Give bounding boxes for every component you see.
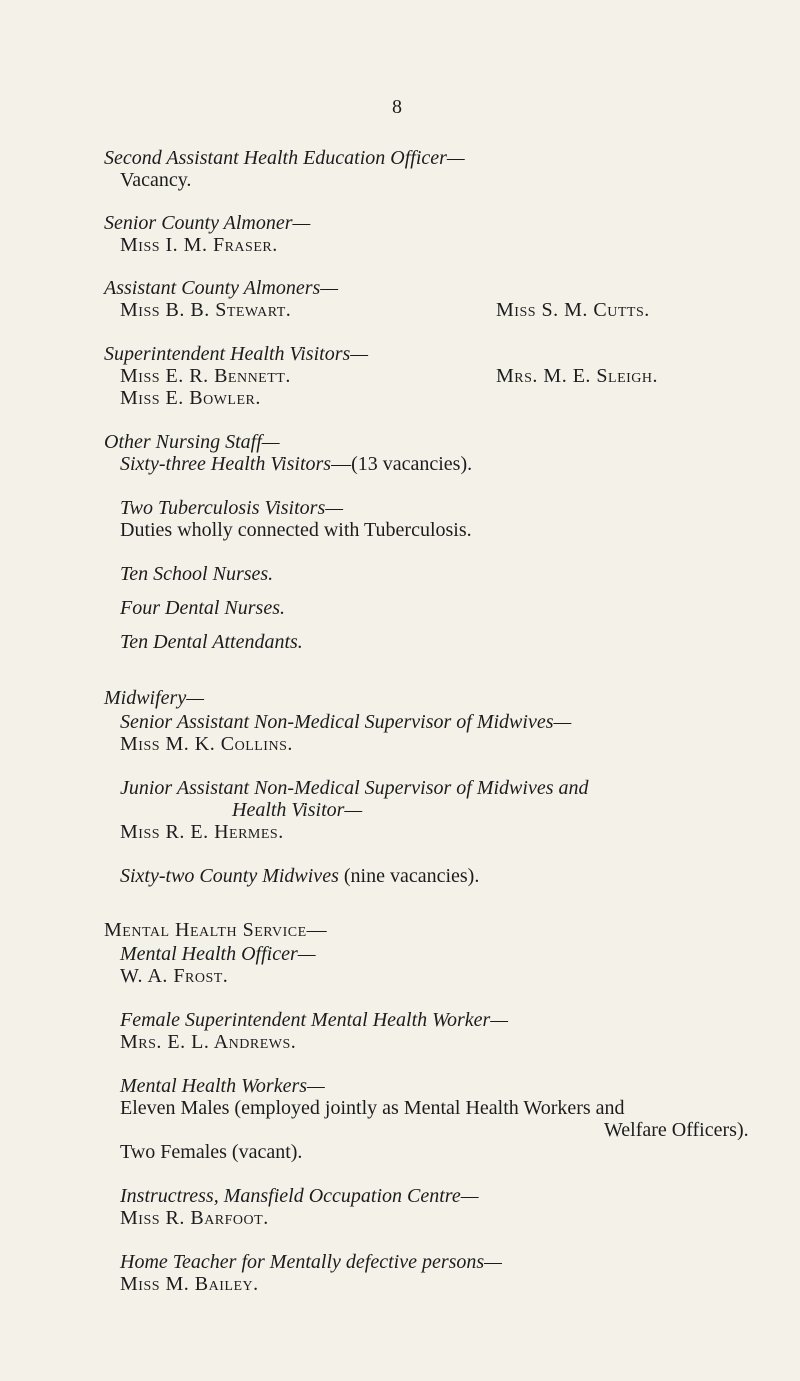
superintendent-hv-name-3: Miss E. Bowler. bbox=[120, 387, 261, 409]
tb-visitors-text: Duties wholly connected with Tuberculosis. bbox=[120, 519, 472, 541]
midwifery-senior-name: Miss M. K. Collins. bbox=[120, 733, 293, 755]
midwifery-junior-title-2: Health Visitor— bbox=[232, 799, 363, 821]
mental-health-title: Mental Health Service— bbox=[104, 919, 328, 941]
mh-workers-line-1: Eleven Males (employed jointly as Mental Health Workers and bbox=[120, 1097, 625, 1119]
county-midwives-italic: Sixty-two County Midwives bbox=[120, 865, 339, 887]
assistant-almoner-name-2: Miss S. M. Cutts. bbox=[496, 299, 650, 321]
mh-workers-title: Mental Health Workers— bbox=[120, 1075, 325, 1097]
female-super-title: Female Superintendent Mental Health Worker— bbox=[120, 1009, 509, 1031]
home-teacher-title: Home Teacher for Mentally defective persons— bbox=[120, 1251, 502, 1273]
dental-attendants: Ten Dental Attendants. bbox=[120, 631, 303, 653]
other-nursing-italic: Sixty-three Health Visitors bbox=[120, 453, 332, 475]
other-nursing-title: Other Nursing Staff— bbox=[104, 431, 280, 453]
tb-visitors-title: Two Tuberculosis Visitors— bbox=[120, 497, 344, 519]
midwifery-junior-title-1: Junior Assistant Non-Medical Supervisor of Midwives and bbox=[120, 777, 589, 799]
school-nurses: Ten School Nurses. bbox=[120, 563, 274, 585]
senior-almoner-name: Miss I. M. Fraser. bbox=[120, 234, 278, 256]
senior-almoner-title: Senior County Almoner— bbox=[104, 212, 311, 234]
assistant-almoner-name-1: Miss B. B. Stewart. bbox=[120, 299, 292, 321]
instructress-title: Instructress, Mansfield Occupation Centre— bbox=[120, 1185, 479, 1207]
other-nursing-plain: —(13 vacancies). bbox=[331, 453, 473, 475]
page-number: 8 bbox=[392, 96, 402, 118]
superintendent-hv-name-2: Mrs. M. E. Sleigh. bbox=[496, 365, 659, 387]
superintendent-hv-title: Superintendent Health Visitors— bbox=[104, 343, 369, 365]
second-assistant-value: Vacancy. bbox=[120, 169, 192, 191]
assistant-almoners-title: Assistant County Almoners— bbox=[104, 277, 339, 299]
mh-officer-title: Mental Health Officer— bbox=[120, 943, 316, 965]
midwifery-junior-name: Miss R. E. Hermes. bbox=[120, 821, 284, 843]
county-midwives-line bbox=[120, 864, 479, 888]
superintendent-hv-name-1: Miss E. R. Bennett. bbox=[120, 365, 291, 387]
mh-officer-name: W. A. Frost. bbox=[120, 965, 229, 987]
county-midwives-plain: (nine vacancies). bbox=[338, 865, 480, 887]
dental-nurses: Four Dental Nurses. bbox=[120, 597, 285, 619]
instructress-name: Miss R. Barfoot. bbox=[120, 1207, 269, 1229]
home-teacher-name: Miss M. Bailey. bbox=[120, 1273, 259, 1295]
midwifery-senior-title: Senior Assistant Non-Medical Supervisor of Midwives— bbox=[120, 711, 572, 733]
midwifery-title: Midwifery— bbox=[104, 687, 204, 709]
other-nursing-line bbox=[120, 452, 472, 476]
female-super-name: Mrs. E. L. Andrews. bbox=[120, 1031, 297, 1053]
mh-workers-line-3: Two Females (vacant). bbox=[120, 1141, 303, 1163]
second-assistant-title: Second Assistant Health Education Officer— bbox=[104, 147, 465, 169]
mh-workers-line-2: Welfare Officers). bbox=[604, 1119, 749, 1141]
